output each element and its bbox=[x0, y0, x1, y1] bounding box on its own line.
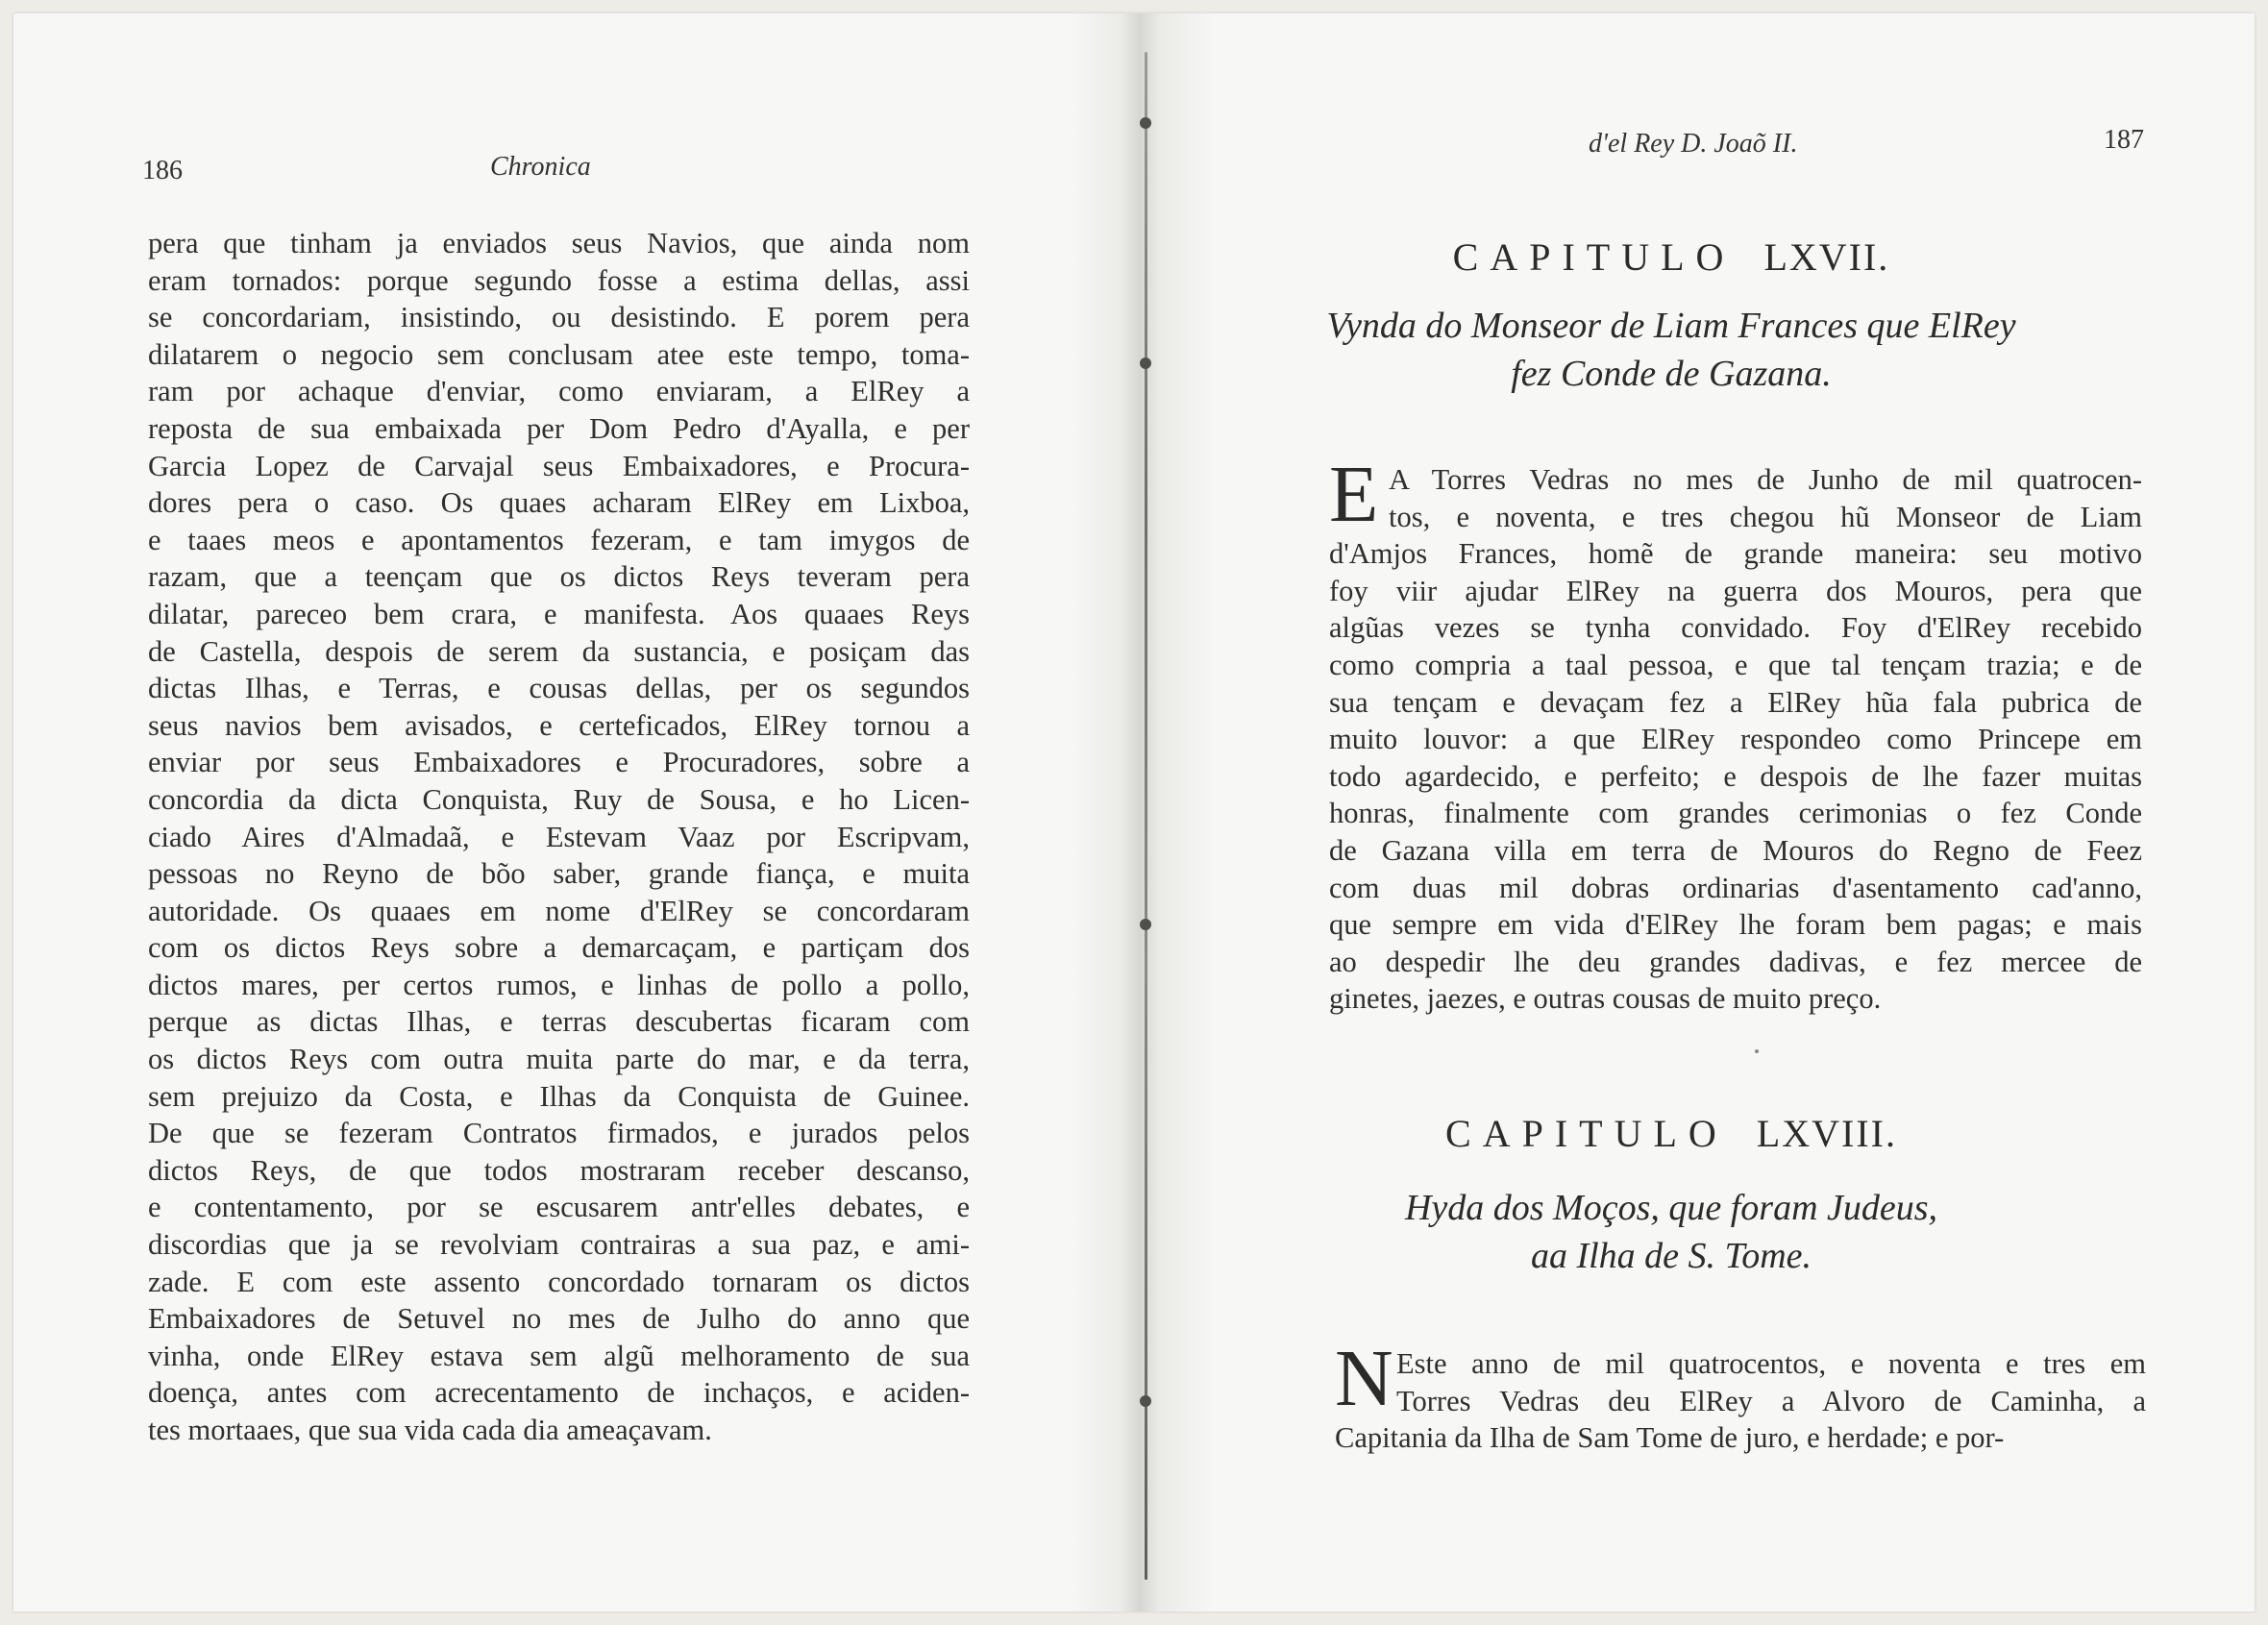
text-line: dictos Reys, de que todos mostraram receber descanso, bbox=[148, 1153, 970, 1187]
text-line: foy viir ajudar ElRey na guerra dos Mouros, pera que bbox=[1329, 574, 2142, 607]
chapter-title-line: fez Conde de Gazana. bbox=[1511, 354, 1832, 394]
chapter-title-line: Vynda do Monseor de Liam Frances que ElRey bbox=[1326, 306, 2016, 346]
text-line: se concordariam, insistindo, ou desistindo. E porem pera bbox=[148, 301, 970, 334]
chapter-title bbox=[1143, 302, 2200, 398]
text-line: com os dictos Reys sobre a demarcaçam, e partiçam dos bbox=[148, 931, 970, 965]
text-line: os dictos Reys com outra muita parte do mar, e da terra, bbox=[148, 1043, 970, 1076]
chapter-title-line: Hyda dos Moços, que foram Judeus, bbox=[1404, 1188, 1938, 1228]
chapter-heading-word: CAPITULO bbox=[1445, 1112, 1728, 1155]
text-line: Garcia Lopez de Carvajal seus Embaixadores, e Procura- bbox=[148, 449, 970, 482]
book-spread bbox=[13, 13, 2255, 1612]
text-line: ao despedir lhe deu grandes dadivas, e fez mercee de bbox=[1329, 945, 2142, 978]
text-line: e taaes meos e apontamentos fezeram, e tam imygos de bbox=[148, 523, 970, 556]
text-line: todo agardecido, e perfeito; e despois de lhe fazer muitas bbox=[1329, 759, 2142, 793]
chapter-heading bbox=[1143, 234, 2200, 280]
text-line: ram por achaque d'enviar, como enviaram, a ElRey a bbox=[148, 375, 970, 408]
text-line: ginetes, jaezes, e outras cousas de muito preço. bbox=[1329, 982, 1882, 1016]
text-line: dictos mares, per certos rumos, e linhas de pollo a pollo, bbox=[148, 968, 970, 1001]
text-line: sua tençam e devaçam fez a ElRey hũa fala pubrica de bbox=[1329, 685, 2142, 719]
text-line: de Castella, despois de serem da sustancia, e posiçam das bbox=[148, 634, 970, 668]
text-line: como compria a taal pessoa, e que tal tençam trazia; e de bbox=[1329, 648, 2142, 681]
page-number: 186 bbox=[142, 156, 183, 185]
text-line: perque as dictas Ilhas, e terras descubertas ficaram com bbox=[148, 1005, 970, 1039]
page-number: 187 bbox=[2104, 125, 2144, 155]
text-line: de Gazana villa em terra de Mouros do Regno de Feez bbox=[1329, 833, 2142, 867]
text-line: com duas mil dobras ordinarias d'asentamento cad'anno, bbox=[1329, 871, 2142, 904]
text-line: e contentamento, por se escusarem antr'elles debates, e bbox=[148, 1191, 970, 1224]
text-line: dores pera o caso. Os quaes acharam ElRey em Lixboa, bbox=[148, 486, 970, 520]
chapter-title bbox=[1143, 1184, 2200, 1280]
left-page bbox=[13, 13, 1143, 1612]
text-line: d'Amjos Frances, homẽ de grande maneira: seu motivo bbox=[1329, 537, 2142, 571]
text-line: Torres Vedras deu ElRey a Alvoro de Caminha, a bbox=[1396, 1384, 2146, 1417]
text-line: dictas Ilhas, e Terras, e cousas dellas, per os segundos bbox=[148, 672, 970, 705]
chapter-heading-numeral: LXVII. bbox=[1763, 235, 1890, 279]
drop-cap: N bbox=[1335, 1334, 1393, 1423]
text-line: que sempre em vida d'ElRey lhe foram bem pagas; e mais bbox=[1329, 908, 2142, 942]
text-line: ciado Aires d'Almadaã, e Estevam Vaaz por Escripvam, bbox=[148, 820, 970, 853]
text-line: seus navios bem avisados, e certeficados, ElRey tornou a bbox=[148, 708, 970, 742]
text-line: concordia da dicta Conquista, Ruy de Sousa, e ho Licen- bbox=[148, 782, 970, 816]
text-line: A Torres Vedras no mes de Junho de mil quatrocen- bbox=[1389, 463, 2142, 496]
running-head: Chronica bbox=[490, 152, 591, 182]
ornament-dot bbox=[1755, 1049, 1759, 1053]
text-line: sem prejuizo da Costa, e Ilhas da Conquista de Guinee. bbox=[148, 1079, 970, 1113]
text-line: Capitania da Ilha de Sam Tome de juro, e herdade; e por- bbox=[1335, 1421, 2005, 1455]
text-line: pessoas no Reyno de bõo saber, grande fiança, e muita bbox=[148, 857, 970, 891]
drop-cap: E bbox=[1329, 450, 1379, 539]
chapter-body-text bbox=[1335, 1334, 2146, 1457]
text-line: reposta de sua embaixada per Dom Pedro d'Ayalla, e per bbox=[148, 411, 970, 445]
text-line: honras, finalmente com grandes cerimonias o fez Conde bbox=[1329, 797, 2142, 830]
text-line: vinha, onde ElRey estava sem algũ melhoramento de sua bbox=[148, 1339, 970, 1372]
text-line: De que se fezeram Contratos firmados, e jurados pelos bbox=[148, 1117, 970, 1150]
text-line: autoridade. Os quaaes em nome d'ElRey se concordaram bbox=[148, 894, 970, 927]
right-page bbox=[1143, 13, 2255, 1612]
running-head: d'el Rey D. Joaõ II. bbox=[1589, 129, 1798, 159]
text-line: eram tornados: porque segundo fosse a estima dellas, assi bbox=[148, 263, 970, 297]
chapter-heading-numeral: LXVIII. bbox=[1756, 1112, 1897, 1155]
text-line: enviar por seus Embaixadores e Procuradores, sobre a bbox=[148, 746, 970, 779]
text-line: zade. E com este assento concordado tornaram os dictos bbox=[148, 1265, 970, 1298]
text-line: razam, que a teençam que os dictos Reys teveram pera bbox=[148, 560, 970, 594]
text-line: Embaixadores de Setuvel no mes de Julho do anno que bbox=[148, 1302, 970, 1336]
text-line: muito louvor: a que ElRey respondeo como Princepe em bbox=[1329, 723, 2142, 756]
text-line: dilatarem o negocio sem conclusam atee este tempo, toma- bbox=[148, 337, 970, 371]
text-line: doença, antes com acrecentamento de inchaços, e aciden- bbox=[148, 1376, 970, 1410]
text-line: Este anno de mil quatrocentos, e noventa e tres em bbox=[1396, 1347, 2146, 1380]
chapter-heading-word: CAPITULO bbox=[1452, 235, 1736, 279]
text-line: tos, e noventa, e tres chegou hũ Monseor de Liam bbox=[1389, 500, 2142, 533]
text-line: dilatar, pareceo bem crara, e manifesta. Aos quaaes Reys bbox=[148, 597, 970, 630]
text-line: tes mortaaes, que sua vida cada dia ameaçavam. bbox=[148, 1414, 712, 1446]
chapter-body-text bbox=[1329, 450, 2142, 1018]
left-page-body-text bbox=[148, 225, 970, 1449]
text-line: algũas vezes se tynha convidado. Foy d'ElRey recebido bbox=[1329, 611, 2142, 645]
text-line: discordias que ja se revolviam contrairas a sua paz, e ami- bbox=[148, 1228, 970, 1262]
text-line: pera que tinham ja enviados seus Navios, que ainda nom bbox=[148, 227, 970, 259]
chapter-heading bbox=[1143, 1111, 2200, 1156]
chapter-title-line: aa Ilha de S. Tome. bbox=[1530, 1236, 1812, 1276]
